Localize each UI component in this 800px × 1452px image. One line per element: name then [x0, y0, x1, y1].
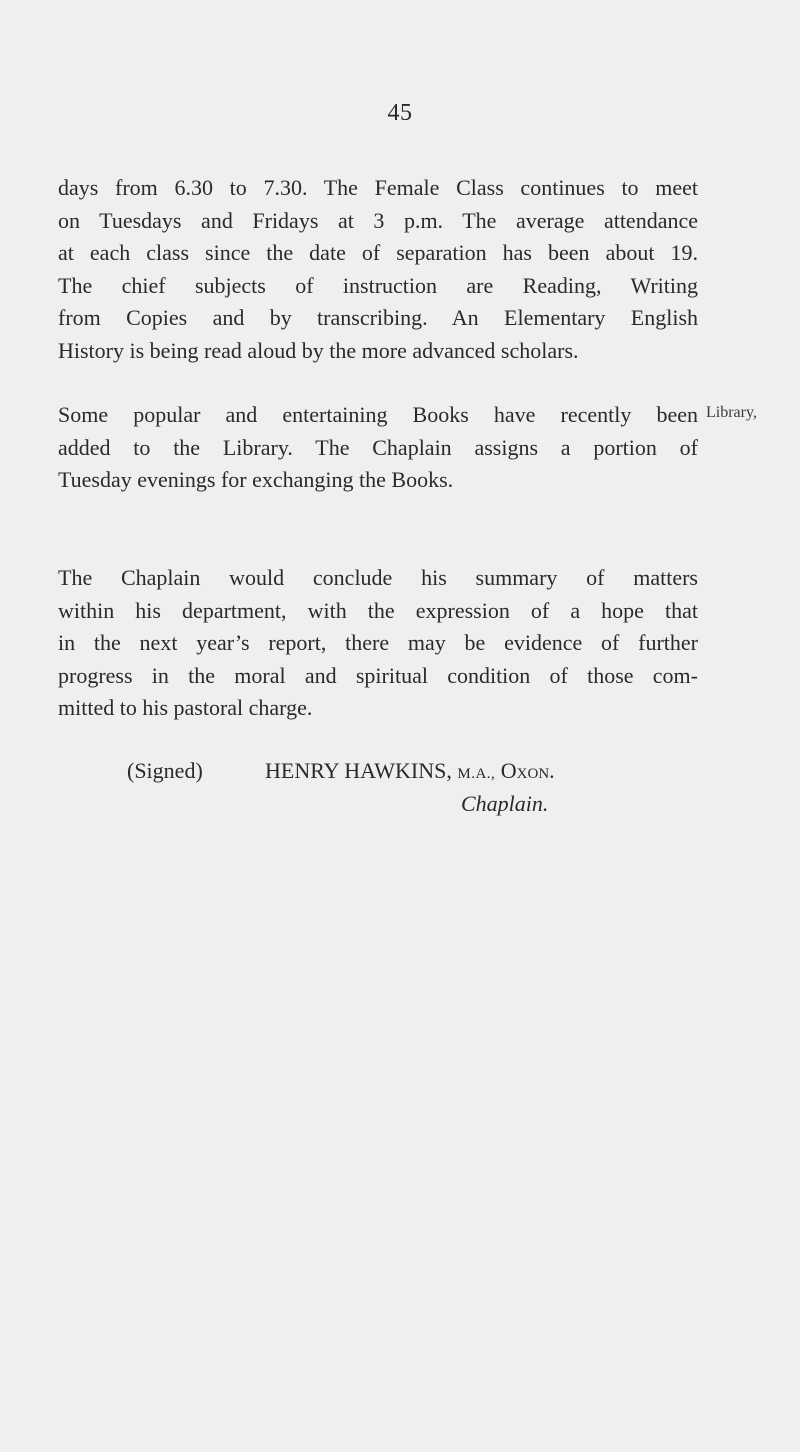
text-line: History is being read aloud by the more advanced scholars. — [58, 337, 579, 363]
text-line: from Copies and by transcribing. An Elementary English — [58, 305, 698, 330]
margin-note-library: Library, — [706, 404, 757, 421]
text-line: Tuesday evenings for exchanging the Books. — [58, 467, 454, 492]
text-line: in the next year’s report, there may be evidence of further — [58, 630, 698, 655]
text-line: added to the Library. The Chaplain assigns a portion of — [58, 434, 698, 460]
signatory-role: Chaplain. — [461, 791, 549, 816]
signed-label: (Signed) — [127, 758, 203, 783]
text-line: days from 6.30 to 7.30. The Female Class continues to meet — [58, 175, 698, 200]
paragraph-class-attendance — [58, 172, 698, 367]
text-line: mitted to his pastoral charge. — [58, 695, 313, 720]
signatory-name: HENRY HAWKINS, — [265, 758, 452, 783]
text-line: on Tuesdays and Fridays at 3 p.m. The average attendance — [58, 207, 698, 233]
text-line: within his department, with the expression of a hope that — [58, 597, 698, 623]
text-line: The Chaplain would conclude his summary of matters — [58, 565, 698, 590]
paragraph-library — [58, 399, 698, 497]
text-line: progress in the moral and spiritual condition of those com- — [58, 662, 698, 688]
signatory-degree: M.A., — [457, 766, 496, 782]
text-line: Some popular and entertaining Books have recently been — [58, 402, 698, 427]
text-line: The chief subjects of instruction are Reading, Writing — [58, 272, 698, 298]
signature-line — [127, 758, 555, 784]
signatory-university: Oxon. — [500, 758, 555, 783]
paragraph-conclusion — [58, 562, 698, 725]
text-line: at each class since the date of separation has been about 19. — [58, 240, 698, 265]
page-number: 45 — [387, 100, 413, 126]
